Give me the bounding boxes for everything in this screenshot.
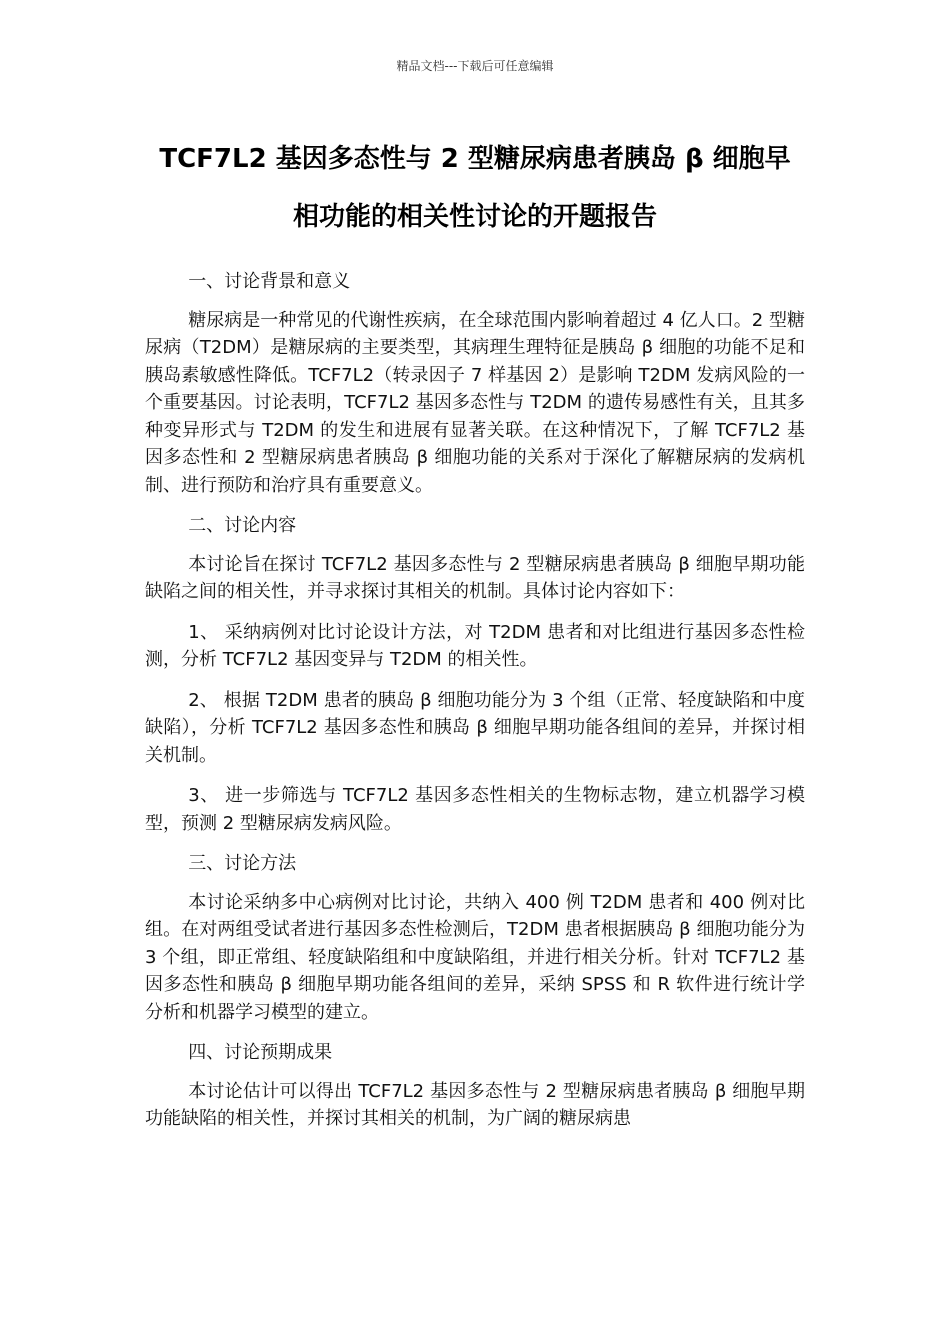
list-item-2: 2、 根据 T2DM 患者的胰岛 β 细胞功能分为 3 个组（正常、轻度缺陷和中度缺陷），分析 TCF7L2 基因多态性和胰岛 β 细胞早期功能各组间的差异，并探讨相关机制。 — [145, 689, 805, 766]
document-body — [145, 268, 805, 1146]
paragraph-content-intro: 本讨论旨在探讨 TCF7L2 基因多态性与 2 型糖尿病患者胰岛 β 细胞早期功能缺陷之间的相关性，并寻求探讨其相关的机制。具体讨论内容如下： — [145, 553, 805, 602]
document-title-line-2: 相功能的相关性讨论的开题报告 — [292, 202, 657, 232]
paragraph-background: 糖尿病是一种常见的代谢性疾病，在全球范围内影响着超过 4 亿人口。2 型糖尿病（T2DM）是糖尿病的主要类型，其病理生理特征是胰岛 β 细胞的功能不足和胰岛素敏感性降低。TCF7L2（转录因子 7 样基因 2）是影响 T2DM 发病风险的一个重要基因。讨论表明，TCF7L2 基因多态性与 T2DM 的遗传易感性有关，且其多种变异形式与 T2DM 的发生和进展有显著关联。在这种情况下，了解 TCF7L2 基因多态性和 2 型糖尿病患者胰岛 β 细胞功能的关系对于深化了解糖尿病的发病机制、进行预防和治疗具有重要意义。 — [145, 309, 805, 496]
section-heading-content: 二、讨论内容 — [188, 515, 297, 536]
section-heading-methods: 三、讨论方法 — [188, 853, 297, 874]
list-item-3: 3、 进一步筛选与 TCF7L2 基因多态性相关的生物标志物，建立机器学习模型，预测 2 型糖尿病发病风险。 — [145, 785, 805, 834]
list-item-1: 1、 采纳病例对比讨论设计方法，对 T2DM 患者和对比组进行基因多态性检测，分析 TCF7L2 基因变异与 T2DM 的相关性。 — [145, 621, 805, 670]
paragraph-expected-results: 本讨论估计可以得出 TCF7L2 基因多态性与 2 型糖尿病患者胰岛 β 细胞早期功能缺陷的相关性，并探讨其相关的机制，为广阔的糖尿病患 — [145, 1080, 805, 1129]
document-title — [130, 130, 820, 246]
section-heading-expected-results: 四、讨论预期成果 — [188, 1042, 333, 1063]
document-title-line-1: TCF7L2 基因多态性与 2 型糖尿病患者胰岛 β 细胞早 — [159, 144, 791, 174]
paragraph-methods: 本讨论采纳多中心病例对比讨论，共纳入 400 例 T2DM 患者和 400 例对比组。在对两组受试者进行基因多态性检测后，T2DM 患者根据胰岛 β 细胞功能分为 3 个组，即正常组、轻度缺陷组和中度缺陷组，并进行相关分析。针对 TCF7L2 基因多态性和胰岛 β 细胞早期功能各组间的差异，采纳 SPSS 和 R 软件进行统计学分析和机器学习模型的建立。 — [145, 891, 805, 1023]
section-heading-background: 一、讨论背景和意义 — [188, 271, 351, 292]
page-header-note: 精品文档---下载后可任意编辑 — [396, 59, 554, 73]
